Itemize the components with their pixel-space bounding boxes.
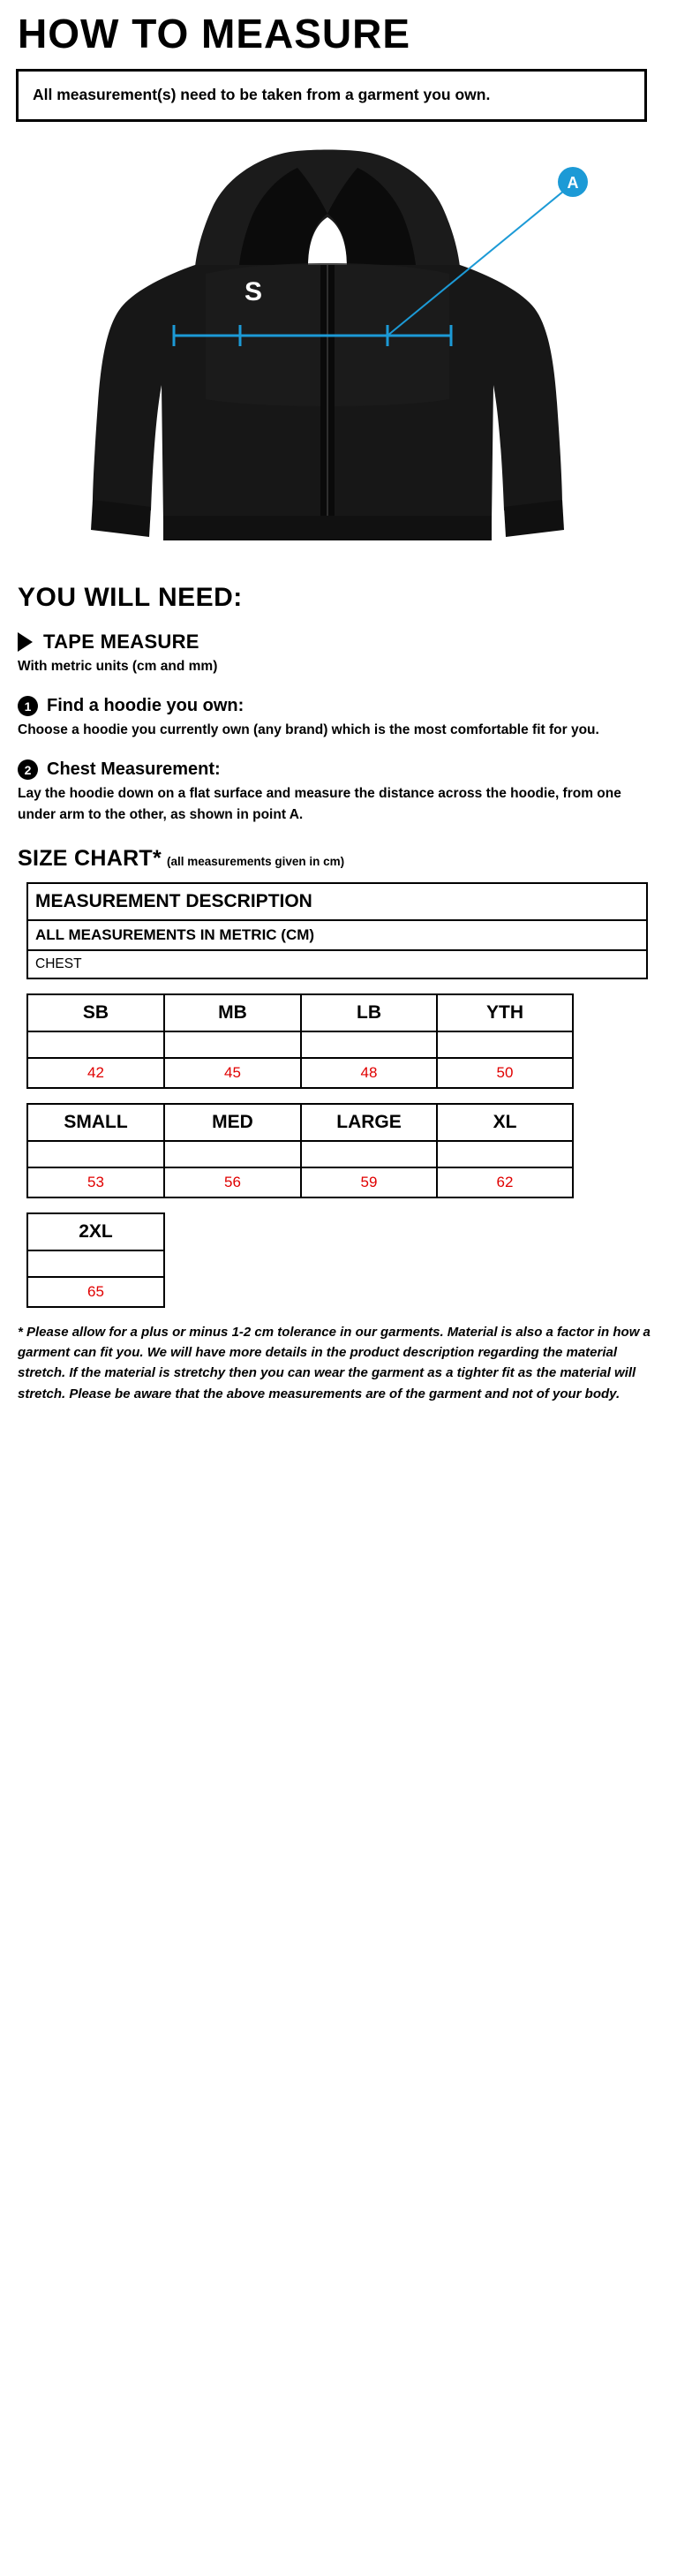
you-will-need-title: YOU WILL NEED:: [18, 582, 243, 612]
blank-cell: [301, 1141, 437, 1167]
size-table-youth: [26, 993, 574, 1089]
triangle-bullet-icon: [18, 632, 33, 652]
table-row: [27, 920, 647, 950]
blank-cell: [27, 1031, 164, 1058]
step-2-body: Lay the hoodie down on a flat surface and measure the distance across the hoodie, from one under arm to the other, as shown in point A.: [18, 786, 621, 822]
table-row: [27, 1167, 573, 1197]
size-header-cell: MED: [164, 1104, 301, 1141]
measurement-description-table: [26, 882, 648, 979]
blank-cell: [27, 1250, 164, 1277]
size-header-cell: LB: [301, 994, 437, 1031]
step-1-number: 1: [18, 696, 38, 716]
step-2-row: [18, 759, 661, 780]
size-table-adult: [26, 1103, 574, 1198]
step-2-heading: Chest Measurement:: [47, 759, 221, 780]
brand-logo: [244, 277, 262, 306]
table-row: [27, 1250, 164, 1277]
chest-value-cell: 65: [27, 1277, 164, 1307]
hoodie-illustration: [16, 141, 661, 565]
chest-value-cell: 53: [27, 1167, 164, 1197]
table-row: [27, 1277, 164, 1307]
table-row: [27, 1031, 573, 1058]
chest-value-cell: 48: [301, 1058, 437, 1088]
table-row: [27, 1104, 573, 1141]
blank-cell: [164, 1141, 301, 1167]
table-row: [27, 1058, 573, 1088]
chest-row-cell: CHEST: [27, 950, 647, 978]
chest-value-cell: 42: [27, 1058, 164, 1088]
step-1-body: Choose a hoodie you currently own (any brand) which is the most comfortable fit for you.: [18, 722, 599, 738]
hood-outer: [195, 149, 460, 267]
metric-row-cell: ALL MEASUREMENTS IN METRIC (CM): [27, 920, 647, 950]
description-header-cell: MEASUREMENT DESCRIPTION: [27, 883, 647, 920]
step-1-row: [18, 696, 661, 716]
size-chart-title: SIZE CHART*: [18, 845, 162, 871]
svg-text:S: S: [244, 276, 263, 306]
size-header-cell: SMALL: [27, 1104, 164, 1141]
tape-measure-row: [18, 631, 661, 653]
size-header-cell: SB: [27, 994, 164, 1031]
blank-cell: [437, 1141, 573, 1167]
size-header-cell: 2XL: [27, 1213, 164, 1250]
step-1-heading: Find a hoodie you own:: [47, 696, 244, 716]
blank-cell: [301, 1031, 437, 1058]
table-row: [27, 950, 647, 978]
table-row: [27, 1141, 573, 1167]
table-row: [27, 1213, 164, 1250]
chest-value-cell: 59: [301, 1167, 437, 1197]
chest-value-cell: 56: [164, 1167, 301, 1197]
footnote-text: * Please allow for a plus or minus 1-2 cm tolerance in our garments. Material is also a factor in how a garment can fit you. We will have more details in the product description regarding the material stretch. If the material is stretchy then you can wear the garment as a tighter fit as the material will stretch. Please be aware that the above measurements are of the garment and not of your body.: [18, 1324, 651, 1401]
size-chart-heading: [18, 846, 661, 872]
size-header-cell: MB: [164, 994, 301, 1031]
size-header-cell: YTH: [437, 994, 573, 1031]
size-header-cell: LARGE: [301, 1104, 437, 1141]
measurement-note-box: [16, 69, 647, 121]
hem: [163, 516, 492, 540]
blank-cell: [437, 1031, 573, 1058]
hoodie-diagram-svg: [17, 141, 660, 565]
how-to-measure-page: [0, 12, 677, 2576]
chest-value-cell: 45: [164, 1058, 301, 1088]
size-table-2xl: [26, 1212, 165, 1308]
blank-cell: [27, 1141, 164, 1167]
chest-value-cell: 50: [437, 1058, 573, 1088]
table-row: [27, 883, 647, 920]
measurement-note-text: All measurement(s) need to be taken from a garment you own.: [33, 86, 491, 104]
callout-label-a: A: [567, 173, 579, 192]
tape-measure-label: TAPE MEASURE: [43, 630, 199, 653]
tape-measure-sub: With metric units (cm and mm): [18, 658, 218, 674]
blank-cell: [164, 1031, 301, 1058]
size-chart-title-suffix: (all measurements given in cm): [167, 854, 345, 868]
size-header-cell: XL: [437, 1104, 573, 1141]
page-title: HOW TO MEASURE: [18, 11, 411, 57]
step-2-number: 2: [18, 759, 38, 780]
chest-value-cell: 62: [437, 1167, 573, 1197]
table-row: [27, 994, 573, 1031]
